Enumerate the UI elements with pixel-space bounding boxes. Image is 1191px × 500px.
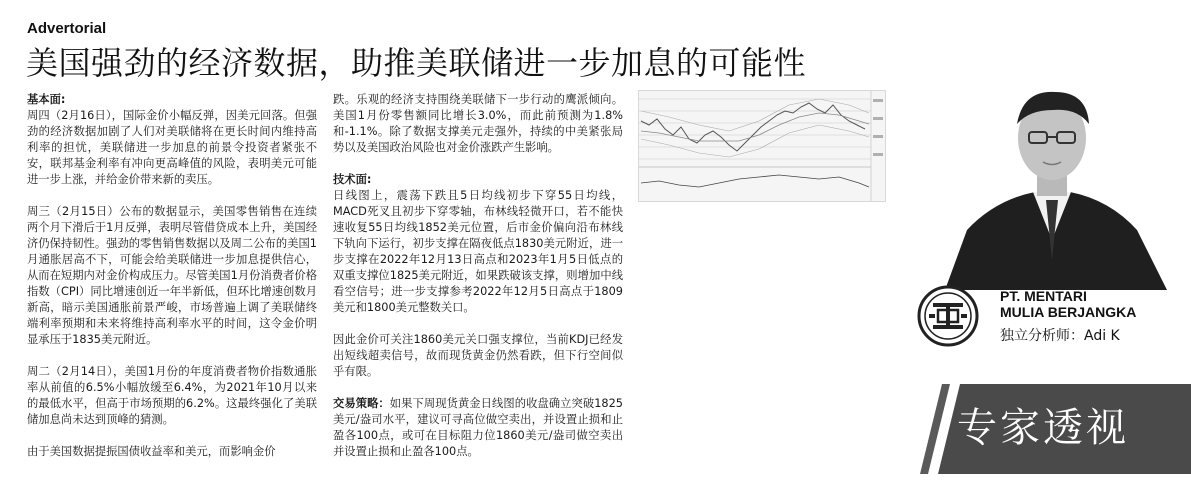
paragraph: [333, 172, 623, 316]
paragraph: [333, 396, 623, 460]
paragraph-text: 日线图上，震荡下跌且5日均线初步下穿55日均线，MACD死叉且初步下穿零轴，布林线轻微开口，若不能快速收复55日均线1852美元位置，后市金价偏向沿布林线下轨向下运行，初步支撑在隔夜低点1830美元附近，进一步支撑在2022年12月13日高点和2023年1月5日低点的双重支撑位1825美元附近，如果跌破该支撑，则增加中线看空信号；进一步支撑参考2022年12月5日高点于1809美元和1800美元整数关口。: [333, 189, 623, 314]
paragraph: [27, 92, 317, 188]
analyst-credit: 独立分析师：Adi K: [1000, 328, 1120, 344]
analyst-portrait: [905, 80, 1191, 290]
banner-title: 专家透视: [957, 405, 1129, 451]
gold-price-chart: [638, 90, 886, 202]
company-line-2: MULIA BERJANGKA: [1000, 304, 1137, 320]
paragraph: 周三（2月15日）公布的数据显示，美国零售销售在连续两个月下滑后于1月反弹，表明尽管借贷成本上升，美国经济仍保持韧性。强劲的零售销售数据以及周二公布的美国1月通胀居高不下，可能会给美联储进一步加息提供信心，从而在短期内对金价构成压力。尽管美国1月份消费者价格指数（CPI）同比增速创近一年半新低，但环比增速创数月新高，暗示美国通胀前景严峻，市场普遍上调了美联储终端利率预期和未来将维持高利率水平的时间，这令金价明显承压于1835美元附近。: [27, 205, 317, 346]
strategy-heading: 交易策略：: [333, 397, 390, 410]
article-column-1: [27, 92, 317, 476]
technical-heading: 技术面:: [333, 173, 372, 186]
company-line-1: PT. MENTARI: [1000, 288, 1087, 304]
article-column-2: [333, 92, 623, 476]
headline: 美国强劲的经济数据，助推美联储进一步加息的可能性: [26, 44, 807, 82]
chart-graphic: [639, 91, 885, 201]
fundamentals-heading: 基本面:: [27, 93, 66, 106]
paragraph-text: 周四（2月16日），国际金价小幅反弹，因美元回落。但强劲的经济数据加剧了人们对美联储将在更长时间内维持高利率的担忧，美联储进一步加息的前景令投资者紧张不安，联邦基金利率有冲向更高峰值的风险，表明美元可能进一步上涨，并给金价带来新的卖压。: [27, 109, 317, 186]
company-name: [1000, 288, 1136, 320]
paragraph: 周二（2月14日），美国1月份的年度消费者物价指数通胀率从前值的6.5%小幅放缓至6.4%，为2021年10月以来的最低水平，但高于市场预期的6.2%。这最终强化了美联储加息尚未达到顶峰的猜测。: [27, 365, 317, 426]
paragraph-text: 如果下周现货黄金日线图的收盘确立突破1825美元/盎司水平，建议可寻高位做空卖出，并设置止损和止盈各100点，或可在目标阻力位1860美元/盎司做空卖出并设置止损和止盈各100点。: [333, 397, 623, 458]
company-seal-icon: [917, 285, 979, 347]
kicker: Advertorial: [27, 20, 107, 37]
portrait-graphic: [905, 80, 1191, 290]
paragraph: 因此金价可关注1860美元关口强支撑位，当前KDJ已经发出短线超卖信号，故而现货黄金仍然看跌，但下行空间似乎有限。: [333, 333, 623, 378]
paragraph: 由于美国数据提振国债收益率和美元，而影响金价: [27, 445, 276, 458]
paragraph: 跌。乐观的经济支持围绕美联储下一步行动的鹰派倾向。美国1月份零售额同比增长3.0%，而此前预测为1.8%和-1.1%。除了数据支撑美元走强外，持续的中美紧张局势以及美国政治风险也对金价涨跌产生影响。: [333, 93, 623, 154]
